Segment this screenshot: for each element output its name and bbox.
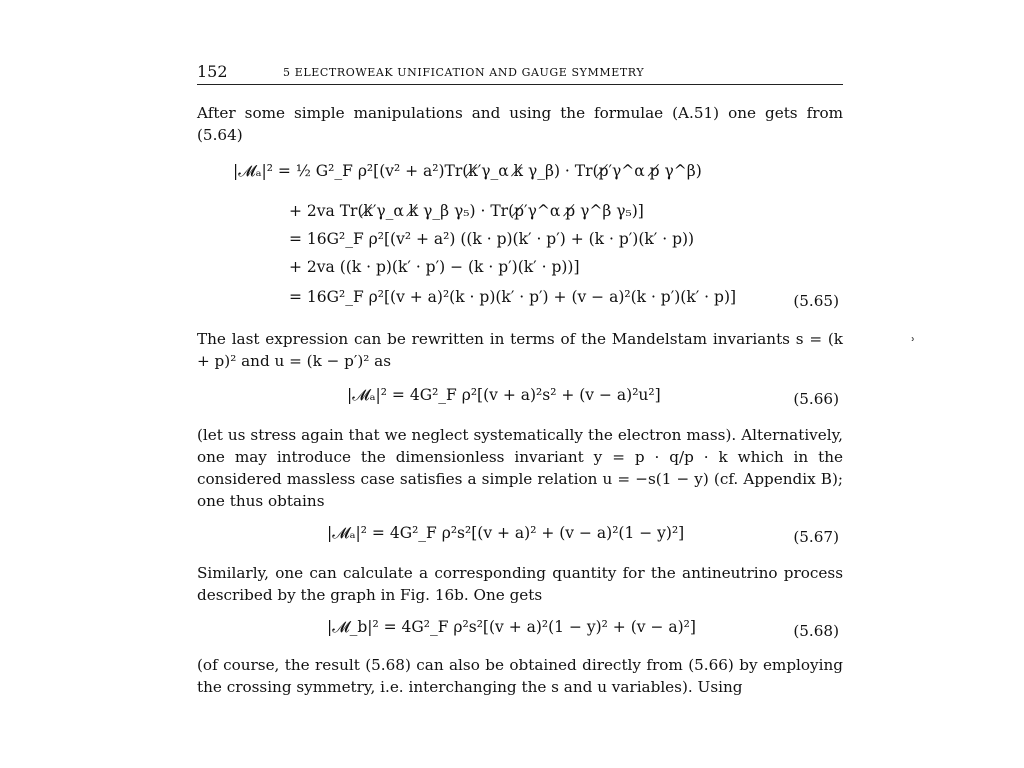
equation-5-65-line-2: + 2va Tr(k̸′γ_α k̸ γ_β γ₅) · Tr(p̸′γ^α p̸ γ^β γ₅)]: [289, 202, 644, 220]
book-page: [197, 58, 843, 696]
margin-mark: ʾ: [911, 336, 916, 352]
running-head: [197, 58, 843, 85]
equation-number-5-65: (5.65): [793, 292, 839, 310]
equation-5-65-line-3: = 16G²_F ρ²[(v² + a²) ((k · p)(k′ · p′) + (k · p′)(k′ · p)): [289, 230, 695, 248]
paragraph-crossing-symmetry: (of course, the result (5.68) can also be obtained directly from (5.66) by employing the crossing symmetry, i.e. interchanging the s and u variables). Using: [197, 656, 843, 696]
equation-5-65-line-1: |𝓜ₐ|² = ½ G²_F ρ²[(v² + a²)Tr(k̸′γ_α k̸ γ_β) · Tr(p̸′γ^α p̸ γ^β): [233, 162, 702, 180]
page-number: 152: [197, 62, 228, 81]
equation-number-5-66: (5.66): [793, 390, 839, 408]
equation-5-66: |𝓜ₐ|² = 4G²_F ρ²[(v + a)²s² + (v − a)²u²]: [347, 386, 661, 404]
paragraph-dimensionless-invariant: (let us stress again that we neglect systematically the electron mass). Alternatively, one may introduce the dimensionless invariant y = p · q/p · k which in the considered massless case satisfies a simple relation u = −s(1 − y) (cf. Appendix B); one thus obtains: [197, 426, 843, 510]
paragraph-antineutrino: Similarly, one can calculate a corresponding quantity for the antineutrino process described by the graph in Fig. 16b. One gets: [197, 564, 843, 604]
equation-number-5-68: (5.68): [793, 622, 839, 640]
equation-5-65-line-5: = 16G²_F ρ²[(v + a)²(k · p)(k′ · p′) + (v − a)²(k · p′)(k′ · p)]: [289, 288, 737, 306]
equation-5-67: |𝓜ₐ|² = 4G²_F ρ²s²[(v + a)² + (v − a)²(1 − y)²]: [327, 524, 685, 542]
equation-5-68: |𝓜_b|² = 4G²_F ρ²s²[(v + a)²(1 − y)² + (v − a)²]: [327, 618, 696, 636]
paragraph-mandelstam: The last expression can be rewritten in terms of the Mandelstam invariants s = (k + p)² and u = (k − p′)² as: [197, 330, 843, 370]
equation-5-65-line-4: + 2va ((k · p)(k′ · p′) − (k · p′)(k′ · p))]: [289, 258, 580, 276]
paragraph-intro: After some simple manipulations and using the formulae (A.51) one gets from (5.64): [197, 104, 843, 144]
running-title: 5 ELECTROWEAK UNIFICATION AND GAUGE SYMMETRY: [283, 66, 645, 79]
equation-number-5-67: (5.67): [793, 528, 839, 546]
